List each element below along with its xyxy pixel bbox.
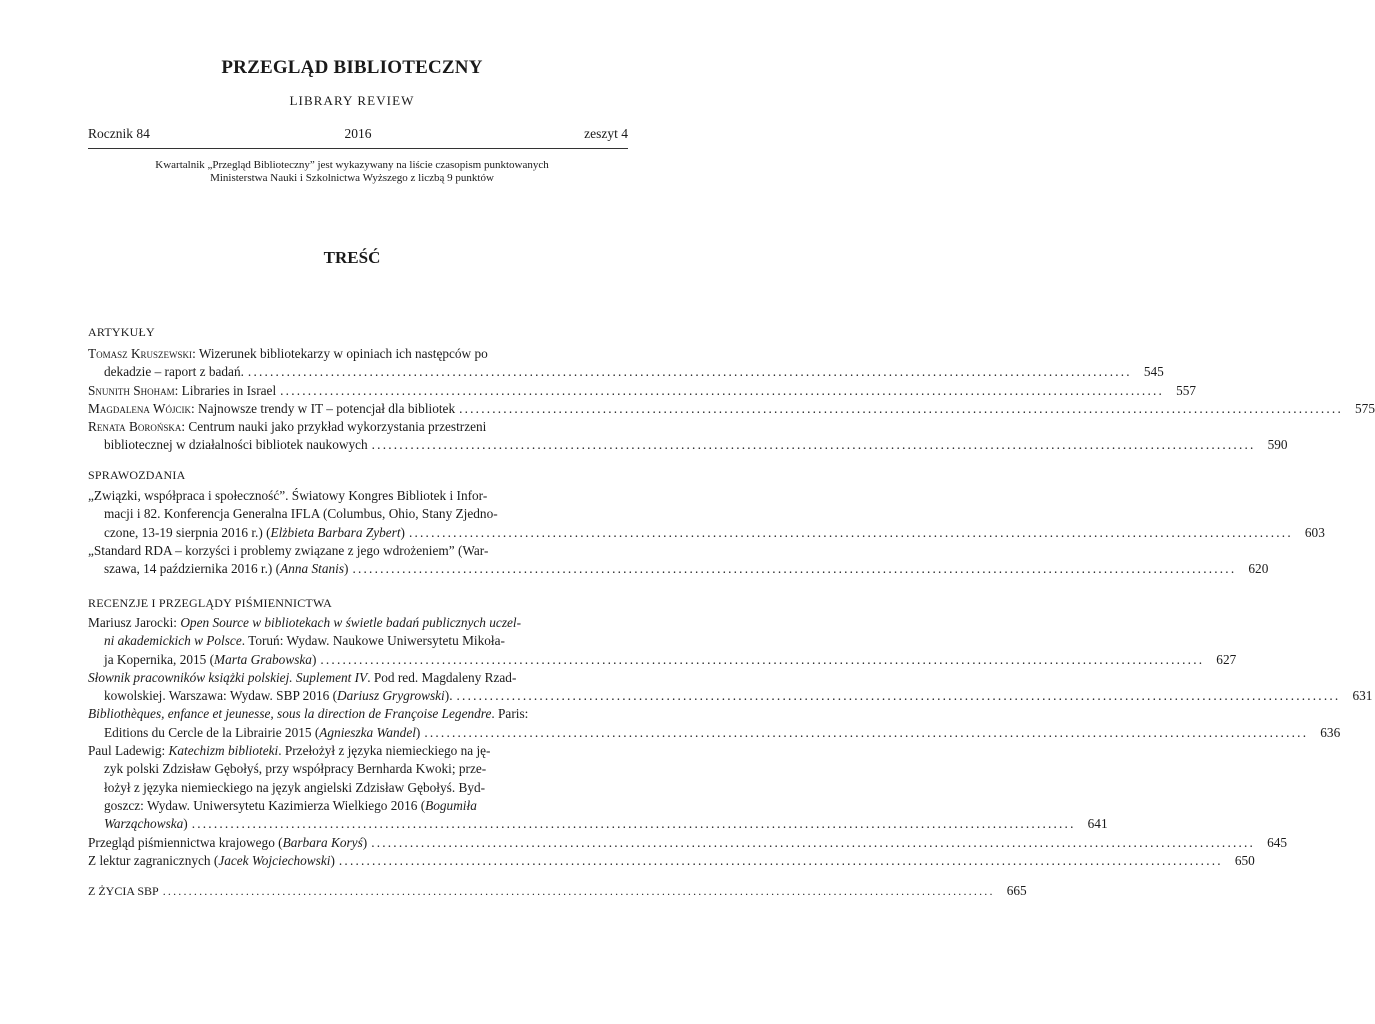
toc-entry[interactable]: [88, 418, 1288, 455]
entry-line: [88, 815, 1108, 833]
entry-title: szawa, 14 października 2016 r.) (: [104, 561, 281, 577]
section-title-reports: SPRAWOZDANIA: [88, 468, 186, 482]
entry-text: Z lektur zagranicznych (: [88, 852, 219, 868]
toc-entry[interactable]: [88, 669, 1373, 706]
section-title-reviews: RECENZJE I PRZEGLĄDY PIŚMIENNICTWA: [88, 596, 333, 610]
page-number: 620: [1248, 561, 1269, 577]
author-name: Mariusz Jarocki:: [88, 615, 181, 630]
entry-text: goszcz: Wydaw. Uniwersytetu Kazimierza Wielkiego 2016 (: [104, 797, 426, 813]
entry-line: [88, 651, 1237, 669]
entry-line: „Standard RDA – korzyści i problemy związane z jego wdrożeniem” (War-: [88, 542, 489, 558]
notice-line: Ministerstwa Nauki i Szkolnictwa Wyższego z liczbą 9 punktów: [210, 172, 494, 184]
reports-list: [88, 487, 1325, 578]
ministry-notice: [0, 159, 704, 185]
entry-line: [88, 724, 1341, 742]
page-number: 603: [1304, 524, 1325, 540]
page-number: 575: [1355, 400, 1375, 416]
volume-label: Rocznik 84: [88, 126, 150, 141]
dot-leader: ................................................................................................................................................................: [162, 884, 995, 898]
notice-line: Kwartalnik „Przegląd Biblioteczny” jest wykazywany na liście czasopism punktowanych: [155, 159, 549, 171]
author-name: Snunith Shoham: [88, 382, 175, 398]
author-name: Renata Borońska: [88, 419, 182, 435]
dot-leader: ................................................................................................................................................................: [280, 382, 1165, 398]
page-number: 627: [1216, 651, 1237, 667]
toc-entry[interactable]: [88, 400, 1375, 418]
toc-entry[interactable]: [88, 542, 1269, 579]
paren: ): [330, 852, 335, 868]
author-name: Tomasz Kruszewski: [88, 346, 193, 361]
entry-text: . Toruń: Wydaw. Naukowe Uniwersytetu Mikoła-: [241, 633, 505, 649]
entry-line: [88, 882, 1027, 900]
book-title: Bibliothèques, enfance et jeunesse, sous la direction de Françoise Legendre: [88, 706, 492, 722]
section-title-articles: ARTYKUŁY: [88, 325, 155, 339]
reviews-list: [88, 614, 1373, 870]
entry-line: „Związki, współpraca i społeczność”. Światowy Kongres Bibliotek i Infor-: [88, 488, 488, 503]
entry-line: [88, 524, 1325, 542]
entry-line: [88, 418, 628, 436]
dot-leader: ................................................................................................................................................................: [247, 364, 1132, 380]
dot-leader: ................................................................................................................................................................: [459, 400, 1343, 416]
entry-title: : Najnowsze trendy w IT – potencjał dla bibliotek: [190, 400, 456, 416]
page-number: 631: [1352, 688, 1373, 704]
header-rule: [88, 148, 628, 149]
paren: ): [183, 816, 188, 832]
toc-entry[interactable]: [88, 345, 1164, 382]
dot-leader: ................................................................................................................................................................: [338, 852, 1223, 868]
paren: ): [362, 834, 368, 850]
entry-title: czone, 13-19 sierpnia 2016 r.) (: [104, 524, 271, 540]
paren: ): [415, 724, 421, 740]
page-number: 590: [1267, 437, 1288, 453]
entry-line: [88, 436, 1288, 454]
journal-subtitle: LIBRARY REVIEW: [289, 93, 415, 108]
page-number: 650: [1234, 852, 1255, 868]
entry-line: [88, 705, 628, 723]
entry-title: bibliotecznej w działalności bibliotek naukowych: [104, 437, 368, 453]
reviewer-name: Marta Grabowska: [214, 651, 312, 667]
entry-line: [88, 834, 1288, 852]
page-number: 665: [1006, 883, 1027, 898]
entry-text: . Pod red. Magdaleny Rzad-: [367, 669, 517, 685]
entry-line: [88, 382, 1197, 400]
entry-text: ja Kopernika, 2015 (: [104, 651, 215, 667]
toc-heading: TREŚĆ: [323, 248, 381, 267]
entry-title: dekadzie – raport z badań.: [104, 364, 244, 380]
entry-title: : Wizerunek bibliotekarzy w opiniach ich następców po: [192, 346, 488, 361]
dot-leader: ................................................................................................................................................................: [191, 816, 1076, 832]
book-title: ni akademickich w Polsce: [104, 633, 242, 649]
entry-line: macji i 82. Konferencja Generalna IFLA (Columbus, Ohio, Stany Zjedno-: [104, 506, 498, 522]
toc-entry-sbp[interactable]: [88, 882, 1027, 900]
reviewer-name: Jacek Wojciechowski: [218, 852, 331, 868]
dot-leader: ................................................................................................................................................................: [424, 724, 1309, 740]
dot-leader: ................................................................................................................................................................: [320, 651, 1205, 667]
reviewer-name: Bogumiła: [425, 797, 477, 813]
entry-text: . Paris:: [491, 706, 529, 722]
entry-line: [88, 632, 628, 650]
page-number: 645: [1267, 834, 1288, 850]
book-title: Open Source w bibliotekach w świetle badań publicznych uczel-: [180, 615, 522, 630]
dot-leader: ................................................................................................................................................................: [371, 437, 1256, 453]
entry-line: [88, 560, 1269, 578]
issue-label: zeszyt 4: [584, 126, 628, 141]
toc-entry[interactable]: [88, 705, 1341, 742]
dot-leader: ................................................................................................................................................................: [371, 834, 1256, 850]
entry-line: [88, 669, 628, 687]
paren: ): [344, 561, 349, 577]
toc-entry[interactable]: [88, 852, 1255, 870]
entry-line: [88, 797, 628, 815]
page-number: 636: [1320, 724, 1341, 740]
section-title-sbp: Z ŻYCIA SBP: [88, 884, 159, 898]
reviewer-name: Dariusz Grygrowski: [337, 688, 445, 704]
book-title: Katechizm biblioteki: [168, 743, 279, 759]
entry-title: : Centrum nauki jako przykład wykorzystania przestrzeni: [181, 419, 487, 435]
toc-entry[interactable]: [88, 487, 1325, 542]
entry-text: Przegląd piśmiennictwa krajowego (: [88, 834, 283, 850]
toc-entry[interactable]: [88, 614, 1237, 669]
author-name: Elżbieta Barbara Zybert: [270, 524, 401, 540]
book-title: Słownik pracowników książki polskiej. Suplement IV: [88, 669, 368, 685]
entry-line: [88, 852, 1255, 870]
entry-line: [88, 614, 628, 632]
entry-line: [88, 742, 628, 760]
author-name: Anna Stanis: [280, 561, 345, 577]
articles-list: [88, 345, 1375, 455]
reviewer-name: Agnieszka Wandel: [319, 724, 416, 740]
reviewer-name: Barbara Koryś: [282, 834, 363, 850]
entry-line: [88, 345, 628, 363]
reviewer-name: Warząchowska: [104, 816, 184, 832]
page-number: 557: [1176, 382, 1197, 398]
journal-title: PRZEGLĄD BIBLIOTECZNY: [221, 57, 483, 78]
dot-leader: ................................................................................................................................................................: [408, 524, 1293, 540]
entry-text: . Przełożył z języka niemieckiego na ję-: [278, 743, 491, 759]
entry-line: zyk polski Zdzisław Gębołyś, przy współpracy Bernharda Kwoki; prze-: [104, 761, 487, 777]
entry-text: Editions du Cercle de la Librairie 2015 (: [104, 724, 320, 740]
entry-line: [88, 400, 1375, 418]
entry-line: łożył z języka niemieckiego na język angielski Zdzisław Gębołyś. Byd-: [104, 779, 486, 795]
dot-leader: ................................................................................................................................................................: [352, 561, 1237, 577]
page-number: 641: [1087, 816, 1108, 832]
paren: ).: [444, 688, 453, 704]
toc-entry[interactable]: [88, 742, 1108, 833]
dot-leader: ................................................................................................................................................................: [456, 688, 1341, 704]
page-number: 545: [1143, 364, 1164, 380]
entry-line: [88, 687, 1373, 705]
year-label: 2016: [344, 126, 372, 141]
entry-text: kowolskiej. Warszawa: Wydaw. SBP 2016 (: [104, 688, 338, 704]
entry-line: [88, 363, 1164, 381]
toc-entry[interactable]: [88, 834, 1288, 852]
paren: ): [311, 651, 317, 667]
author-name: Paul Ladewig:: [88, 743, 169, 759]
entry-title: : Libraries in Israel: [174, 382, 277, 398]
author-name: Magdalena Wójcik: [88, 400, 191, 416]
toc-entry[interactable]: [88, 382, 1197, 400]
paren: ): [400, 524, 405, 540]
